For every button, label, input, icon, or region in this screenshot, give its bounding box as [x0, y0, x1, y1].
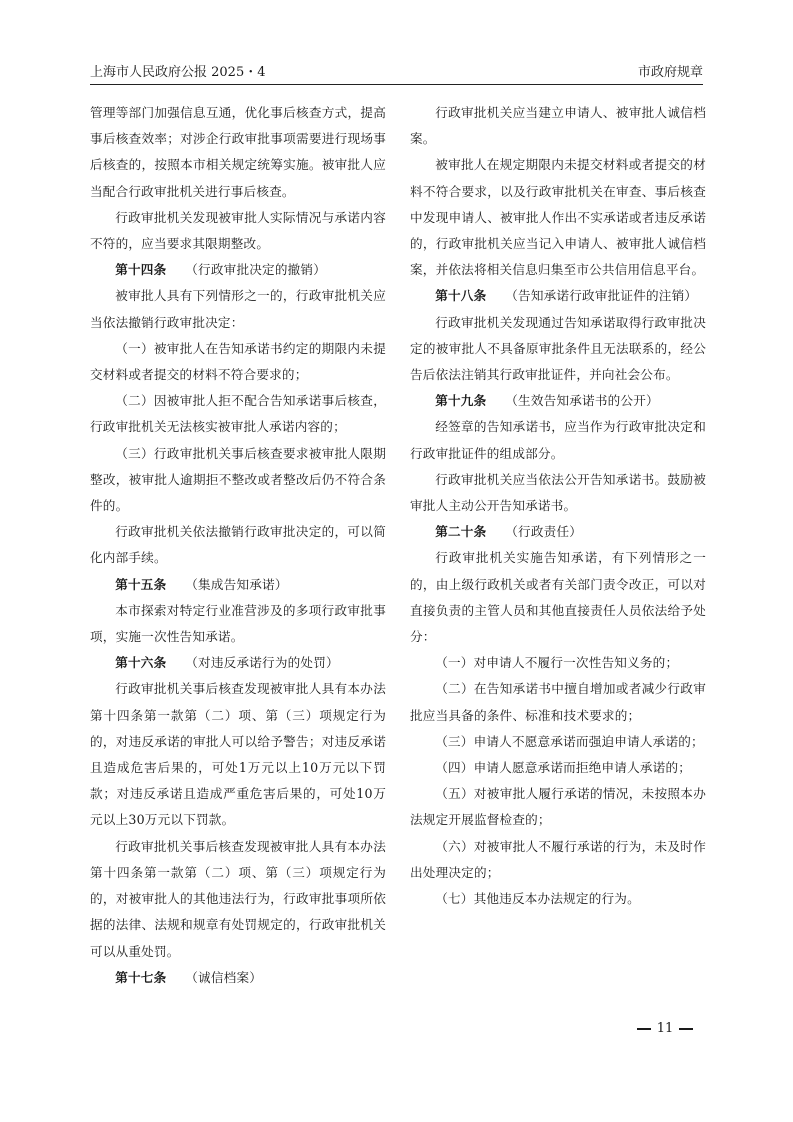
article-number: 第十四条 — [115, 262, 167, 278]
right-column — [410, 100, 706, 912]
paragraph-text: 行政审批机关应当建立申请人、被审批人诚信档案。 — [410, 105, 706, 147]
paragraph — [90, 598, 386, 650]
paragraph-text: 被审批人具有下列情形之一的，行政审批机关应当依法撤销行政审批决定： — [90, 288, 386, 330]
paragraph — [410, 729, 706, 755]
running-header — [90, 62, 703, 85]
paragraph — [90, 441, 386, 520]
paragraph-text: 行政审批机关实施告知承诺，有下列情形之一的，由上级行政机关或者有关部门责令改正，可以对直接负责的主管人员和其他直接责任人员依法给予处分： — [410, 550, 706, 645]
paragraph-text: 经签章的告知承诺书，应当作为行政审批决定和行政审批证件的组成部分。 — [410, 419, 706, 461]
article-heading — [410, 283, 706, 309]
dash-right — [679, 1028, 693, 1030]
paragraph — [90, 100, 386, 205]
paragraph — [90, 519, 386, 571]
paragraph-text: 行政审批机关事后核查发现被审批人具有本办法第十四条第一款第（二）项、第（三）项规定行为的，对违反承诺的审批人可以给予警告；对违反承诺且造成危害后果的，可处1万元以上10万元以下罚款；对违反承诺且造成严重危害后果的，可处10万元以上30万元以下罚款。 — [90, 681, 386, 828]
paragraph-text: 行政审批机关事后核查发现被审批人具有本办法第十四条第一款第（二）项、第（三）项规定行为的，对被审批人的其他违法行为，行政审批事项所依据的法律、法规和规章有处罚规定的，行政审批机关可以从重处罚。 — [90, 838, 386, 959]
paragraph-text: （一）被审批人在告知承诺书约定的期限内未提交材料或者提交的材料不符合要求的； — [90, 340, 386, 383]
article-heading — [90, 257, 386, 283]
paragraph — [410, 781, 706, 833]
article-number: 第十六条 — [115, 655, 167, 671]
article-heading — [410, 388, 706, 414]
page-number: 11 — [656, 1021, 674, 1036]
paragraph — [90, 388, 386, 440]
paragraph-text: （三）申请人不愿意承诺而强迫申请人承诺的； — [435, 733, 704, 749]
article-title: （生效告知承诺书的公开） — [505, 393, 659, 409]
article-title: （集成告知承诺） — [185, 576, 288, 592]
article-title: （诚信档案） — [185, 969, 263, 985]
page-footer — [620, 1019, 710, 1039]
article-title: （告知承诺行政审批证件的注销） — [505, 288, 698, 304]
paragraph — [410, 310, 706, 389]
paragraph-text: （二）在告知承诺书中擅自增加或者减少行政审批应当具备的条件、标准和技术要求的； — [410, 681, 706, 723]
paragraph-text: 行政审批机关应当依法公开告知承诺书。鼓励被审批人主动公开告知承诺书。 — [410, 471, 706, 514]
journal-title: 上海市人民政府公报 2025・4 — [90, 65, 266, 80]
paragraph — [410, 545, 706, 650]
paragraph-text: （五）对被审批人履行承诺的情况，未按照本办法规定开展监督检查的； — [410, 786, 706, 828]
article-number: 第十八条 — [435, 288, 487, 304]
paragraph-text: （一）对申请人不履行一次性告知义务的； — [435, 655, 679, 671]
article-number: 第十五条 — [115, 576, 167, 592]
paragraph — [90, 676, 386, 833]
paragraph — [410, 676, 706, 728]
article-heading — [90, 965, 386, 991]
paragraph-text: （六）对被审批人不履行承诺的行为，未及时作出处理决定的； — [410, 838, 706, 880]
article-heading — [90, 650, 386, 676]
article-number: 第十九条 — [435, 393, 487, 409]
article-heading — [410, 519, 706, 545]
section-title: 市政府规章 — [637, 65, 703, 80]
paragraph — [90, 283, 386, 335]
article-number: 第十七条 — [115, 969, 167, 985]
article-heading — [90, 572, 386, 598]
article-title: （行政审批决定的撤销） — [185, 262, 326, 278]
article-title: （行政责任） — [505, 524, 583, 540]
article-number: 第二十条 — [435, 524, 487, 540]
paragraph — [90, 336, 386, 388]
paragraph-text: （四）申请人愿意承诺而拒绝申请人承诺的； — [435, 760, 692, 776]
paragraph — [90, 205, 386, 257]
paragraph — [410, 650, 706, 676]
dash-left — [637, 1028, 651, 1030]
paragraph — [410, 100, 706, 152]
paragraph-text: 行政审批机关依法撤销行政审批决定的，可以简化内部手续。 — [90, 524, 386, 566]
article-title: （对违反承诺行为的处罚） — [185, 655, 339, 671]
paragraph-text: （七）其他违反本办法规定的行为。 — [435, 891, 640, 907]
left-column — [90, 100, 386, 991]
paragraph — [410, 755, 706, 781]
paragraph — [410, 834, 706, 886]
paragraph-text: （三）行政审批机关事后核查要求被审批人限期整改，被审批人逾期拒不整改或者整改后仍不符合条件的。 — [90, 445, 386, 514]
paragraph-text: 行政审批机关发现被审批人实际情况与承诺内容不符的，应当要求其限期整改。 — [90, 209, 386, 252]
paragraph — [410, 414, 706, 466]
paragraph — [410, 467, 706, 519]
paragraph-text: 被审批人在规定期限内未提交材料或者提交的材料不符合要求，以及行政审批机关在审查、事后核查中发现申请人、被审批人作出不实承诺或者违反承诺的，行政审批机关应当记入申请人、被审批人诚信档案，并依法将相关信息归集至市公共信用信息平台。 — [410, 157, 706, 278]
paragraph-text: 管理等部门加强信息互通，优化事后核查方式，提高事后核查效率；对涉企行政审批事项需要进行现场事后核查的，按照本市相关规定统筹实施。被审批人应当配合行政审批机关进行事后核查。 — [90, 105, 386, 199]
paragraph-text: （二）因被审批人拒不配合告知承诺事后核查，行政审批机关无法核实被审批人承诺内容的； — [90, 393, 386, 435]
paragraph — [90, 834, 386, 965]
paragraph-text: 本市探索对特定行业准营涉及的多项行政审批事项，实施一次性告知承诺。 — [90, 602, 386, 645]
paragraph-text: 行政审批机关发现通过告知承诺取得行政审批决定的被审批人不具备原审批条件且无法联系的，经公告后依法注销其行政审批证件，并向社会公布。 — [410, 314, 706, 383]
paragraph — [410, 886, 706, 912]
paragraph — [410, 152, 706, 283]
